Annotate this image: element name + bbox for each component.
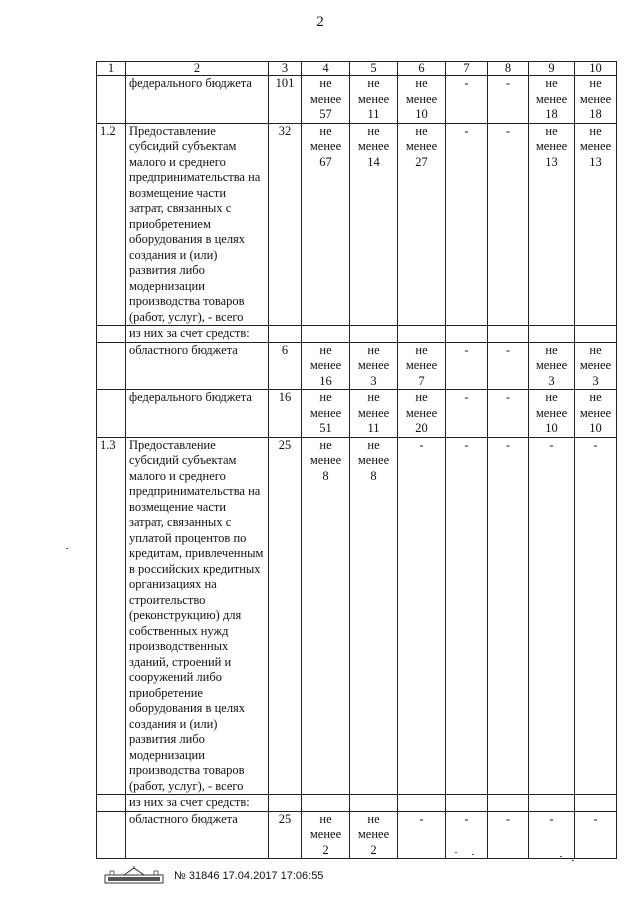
description-line: сооружений либо: [129, 670, 222, 684]
scan-speck: [66, 548, 68, 549]
cell-line: не: [545, 123, 558, 138]
cell-line: менее: [357, 358, 390, 372]
cell-line: менее: [579, 405, 612, 420]
total-value-cell: 25: [269, 811, 302, 859]
column-header: 1: [97, 62, 126, 76]
empty-cell: [398, 326, 446, 343]
column-header: 6: [398, 62, 446, 76]
cell-line: не: [367, 123, 380, 138]
cell-line: 27: [415, 154, 428, 169]
column-header: 10: [575, 62, 617, 76]
cell-line: менее: [405, 91, 438, 106]
year-value-cell: [575, 76, 617, 124]
cell-line: -: [464, 437, 469, 452]
description-line: возмещение части: [129, 499, 227, 514]
cell-line: менее: [357, 405, 390, 420]
year-value-cell: [529, 123, 575, 326]
description-line: малого и среднего: [129, 154, 226, 169]
year-value-cell: [398, 123, 446, 326]
year-value-cell: [446, 811, 488, 859]
cell-line: менее: [405, 139, 438, 153]
cell-line: 16: [319, 373, 332, 388]
description-line: затрат, связанных с: [129, 515, 232, 529]
cell-line: 11: [367, 107, 380, 121]
description-line: (работ, услуг), - всего: [129, 309, 244, 324]
cell-line: -: [464, 342, 469, 357]
description-line: зданий, строений и: [129, 654, 232, 669]
cell-line: менее: [579, 139, 612, 153]
cell-line: 3: [592, 373, 599, 388]
total-value-cell: 6: [269, 342, 302, 390]
empty-cell: [350, 795, 398, 812]
subheading-row: [97, 326, 617, 343]
cell-line: 14: [367, 154, 380, 169]
cell-line: 51: [319, 421, 332, 435]
empty-cell: [302, 795, 350, 812]
year-value-cell: [302, 76, 350, 124]
cell-line: менее: [309, 405, 342, 420]
year-value-cell: [350, 342, 398, 390]
description-line: Предоставление: [129, 123, 216, 138]
cell-line: менее: [535, 139, 568, 153]
indicator-row: [97, 123, 617, 326]
header-row: [97, 62, 617, 76]
year-value-cell: [398, 811, 446, 859]
year-value-cell: [575, 811, 617, 859]
cell-line: 18: [589, 107, 602, 121]
cell-line: менее: [405, 358, 438, 372]
cell-line: менее: [309, 453, 342, 467]
year-value-cell: [529, 76, 575, 124]
description-cell: [126, 76, 269, 124]
year-value-cell: [529, 811, 575, 859]
year-value-cell: [350, 437, 398, 795]
year-value-cell: [398, 342, 446, 390]
description-line: оборудования в целях: [129, 232, 246, 246]
cell-line: -: [505, 342, 511, 357]
total-value-cell: 101: [269, 76, 302, 124]
empty-cell: [446, 326, 488, 343]
description-cell: [126, 437, 269, 795]
cell-line: -: [464, 811, 469, 826]
cell-line: менее: [357, 453, 390, 467]
description-line: оборудования в целях: [129, 701, 246, 715]
cell-line: не: [415, 342, 428, 357]
empty-cell: [446, 795, 488, 812]
cell-line: -: [549, 811, 554, 826]
cell-line: -: [505, 437, 511, 452]
description-line: приобретением: [129, 216, 211, 231]
year-value-cell: [446, 437, 488, 795]
cell-line: -: [505, 390, 511, 404]
cell-line: не: [415, 76, 428, 90]
cell-line: -: [464, 76, 469, 90]
cell-line: 2: [322, 842, 329, 857]
indicators-table: [96, 61, 617, 859]
cell-line: менее: [579, 358, 612, 372]
year-value-cell: [398, 76, 446, 124]
description-line: приобретение: [129, 685, 203, 700]
description-line: предпринимательства на: [129, 170, 261, 184]
cell-line: 7: [418, 373, 425, 388]
cell-line: не: [319, 342, 332, 357]
cell-line: не: [589, 123, 602, 138]
cell-line: 11: [367, 421, 380, 435]
cell-line: менее: [357, 91, 390, 106]
description-line: производства товаров: [129, 763, 245, 777]
description-line: уплатой процентов по: [129, 530, 247, 545]
description-line: областного бюджета: [129, 342, 238, 357]
cell-line: менее: [309, 139, 342, 153]
cell-line: -: [464, 390, 469, 404]
cell-line: не: [319, 811, 332, 826]
row-id-cell: [97, 76, 126, 124]
cell-line: не: [545, 342, 558, 357]
scan-speck: [572, 860, 574, 861]
indicator-row: [97, 437, 617, 795]
scan-speck: [472, 854, 474, 855]
column-header: 4: [302, 62, 350, 76]
cell-line: менее: [535, 91, 568, 106]
year-value-cell: [302, 342, 350, 390]
description-line: в российских кредитных: [129, 561, 261, 576]
year-value-cell: [488, 342, 529, 390]
description-line: создания и (или): [129, 247, 218, 262]
cell-line: не: [367, 811, 380, 826]
registry-seal-icon: [104, 866, 164, 884]
year-value-cell: [302, 811, 350, 859]
description-cell: [126, 811, 269, 859]
empty-cell: [529, 326, 575, 343]
description-cell: [126, 390, 269, 438]
cell-line: не: [367, 342, 380, 357]
cell-line: менее: [535, 405, 568, 420]
cell-line: не: [367, 76, 380, 90]
table-body: [97, 62, 617, 859]
empty-cell: [575, 326, 617, 343]
cell-line: 10: [589, 421, 602, 435]
year-value-cell: [488, 123, 529, 326]
cell-line: не: [319, 437, 332, 452]
cell-line: -: [593, 437, 598, 452]
description-line: возмещение части: [129, 185, 227, 200]
column-header: 9: [529, 62, 575, 76]
cell-line: 18: [545, 107, 558, 121]
total-value-cell: 32: [269, 123, 302, 326]
description-line: субсидий субъектам: [129, 453, 237, 467]
cell-line: 13: [589, 154, 602, 169]
year-value-cell: [446, 390, 488, 438]
cell-line: не: [367, 437, 380, 452]
empty-cell: [529, 795, 575, 812]
description-line: затрат, связанных с: [129, 201, 232, 215]
description-line: строительство: [129, 592, 206, 607]
cell-line: -: [505, 123, 511, 138]
description-cell: [126, 123, 269, 326]
year-value-cell: [302, 123, 350, 326]
cell-line: 10: [545, 421, 558, 435]
scan-speck: [455, 852, 457, 853]
empty-cell: [269, 795, 302, 812]
description-line: Предоставление: [129, 437, 216, 452]
description-line: малого и среднего: [129, 468, 226, 483]
description-line: федерального бюджета: [129, 76, 252, 90]
description-line: предпринимательства на: [129, 484, 261, 498]
description-line: федерального бюджета: [129, 390, 252, 404]
empty-cell: [398, 795, 446, 812]
cell-line: не: [589, 390, 602, 404]
cell-line: менее: [357, 139, 390, 153]
cell-line: -: [419, 437, 424, 452]
year-value-cell: [350, 811, 398, 859]
year-value-cell: [575, 437, 617, 795]
cell-line: 3: [548, 373, 555, 388]
cell-line: 3: [370, 373, 377, 388]
column-header: 7: [446, 62, 488, 76]
year-value-cell: [446, 76, 488, 124]
indicator-row: [97, 390, 617, 438]
year-value-cell: [488, 811, 529, 859]
year-value-cell: [529, 390, 575, 438]
description-line: модернизации: [129, 278, 205, 293]
column-header: 8: [488, 62, 529, 76]
row-id-cell: [97, 390, 126, 438]
description-line: модернизации: [129, 747, 205, 762]
year-value-cell: [488, 390, 529, 438]
row-id-cell: [97, 326, 126, 343]
year-value-cell: [575, 342, 617, 390]
cell-line: не: [319, 123, 332, 138]
year-value-cell: [575, 390, 617, 438]
empty-cell: [350, 326, 398, 343]
cell-line: не: [319, 390, 332, 404]
year-value-cell: [488, 437, 529, 795]
description-line: производственных: [129, 639, 229, 653]
row-id-cell: [97, 811, 126, 859]
total-value-cell: 25: [269, 437, 302, 795]
cell-line: не: [367, 390, 380, 404]
description-line: производства товаров: [129, 294, 245, 308]
row-id-cell: 1.2: [97, 123, 126, 326]
year-value-cell: [398, 390, 446, 438]
cell-line: -: [505, 76, 511, 90]
empty-cell: [488, 795, 529, 812]
description-line: (реконструкцию) для: [129, 608, 242, 622]
column-header: 5: [350, 62, 398, 76]
subheading-text: из них за счет средств:: [126, 795, 269, 812]
year-value-cell: [350, 76, 398, 124]
indicator-row: [97, 342, 617, 390]
cell-line: -: [419, 811, 424, 826]
cell-line: 8: [322, 468, 329, 483]
cell-line: менее: [309, 91, 342, 106]
cell-line: 10: [415, 107, 428, 121]
year-value-cell: [350, 123, 398, 326]
cell-line: менее: [309, 827, 342, 841]
registration-footer: [104, 866, 524, 886]
subheading-text: из них за счет средств:: [126, 326, 269, 343]
cell-line: -: [464, 123, 469, 138]
description-line: (работ, услуг), - всего: [129, 778, 244, 793]
empty-cell: [575, 795, 617, 812]
empty-cell: [302, 326, 350, 343]
cell-line: не: [415, 123, 428, 138]
row-id-cell: [97, 795, 126, 812]
cell-line: 2: [370, 842, 377, 857]
cell-line: менее: [535, 358, 568, 372]
year-value-cell: [575, 123, 617, 326]
year-value-cell: [350, 390, 398, 438]
total-value-cell: 16: [269, 390, 302, 438]
description-line: создания и (или): [129, 716, 218, 731]
description-line: кредитам, привлеченным: [129, 546, 264, 560]
cell-line: менее: [309, 358, 342, 372]
year-value-cell: [302, 390, 350, 438]
scan-speck: [560, 856, 562, 857]
empty-cell: [269, 326, 302, 343]
description-cell: [126, 342, 269, 390]
cell-line: не: [545, 390, 558, 404]
cell-line: менее: [405, 405, 438, 420]
cell-line: -: [593, 811, 598, 826]
description-line: субсидий субъектам: [129, 139, 237, 153]
description-line: собственных нужд: [129, 623, 229, 638]
row-id-cell: [97, 342, 126, 390]
indicator-row: [97, 76, 617, 124]
cell-line: 57: [319, 107, 332, 121]
row-id-cell: 1.3: [97, 437, 126, 795]
cell-line: 8: [370, 468, 377, 483]
description-line: областного бюджета: [129, 811, 238, 826]
cell-line: 13: [545, 154, 558, 169]
indicator-row: [97, 811, 617, 859]
year-value-cell: [302, 437, 350, 795]
year-value-cell: [488, 76, 529, 124]
cell-line: не: [589, 342, 602, 357]
registration-number: № 31846 17.04.2017 17:06:55: [174, 870, 324, 882]
description-line: развития либо: [129, 732, 205, 746]
cell-line: менее: [357, 827, 390, 841]
column-header: 2: [126, 62, 269, 76]
cell-line: -: [549, 437, 554, 452]
description-line: организациях на: [129, 577, 217, 591]
column-header: 3: [269, 62, 302, 76]
cell-line: менее: [579, 91, 612, 106]
cell-line: не: [319, 76, 332, 90]
description-line: развития либо: [129, 263, 205, 277]
cell-line: 67: [319, 154, 332, 169]
cell-line: 20: [415, 421, 428, 435]
year-value-cell: [398, 437, 446, 795]
subheading-row: [97, 795, 617, 812]
cell-line: не: [415, 390, 428, 404]
cell-line: не: [589, 76, 602, 90]
empty-cell: [488, 326, 529, 343]
year-value-cell: [529, 342, 575, 390]
cell-line: -: [505, 811, 511, 826]
page-number: 2: [316, 14, 324, 30]
year-value-cell: [446, 123, 488, 326]
cell-line: не: [545, 76, 558, 90]
year-value-cell: [446, 342, 488, 390]
year-value-cell: [529, 437, 575, 795]
